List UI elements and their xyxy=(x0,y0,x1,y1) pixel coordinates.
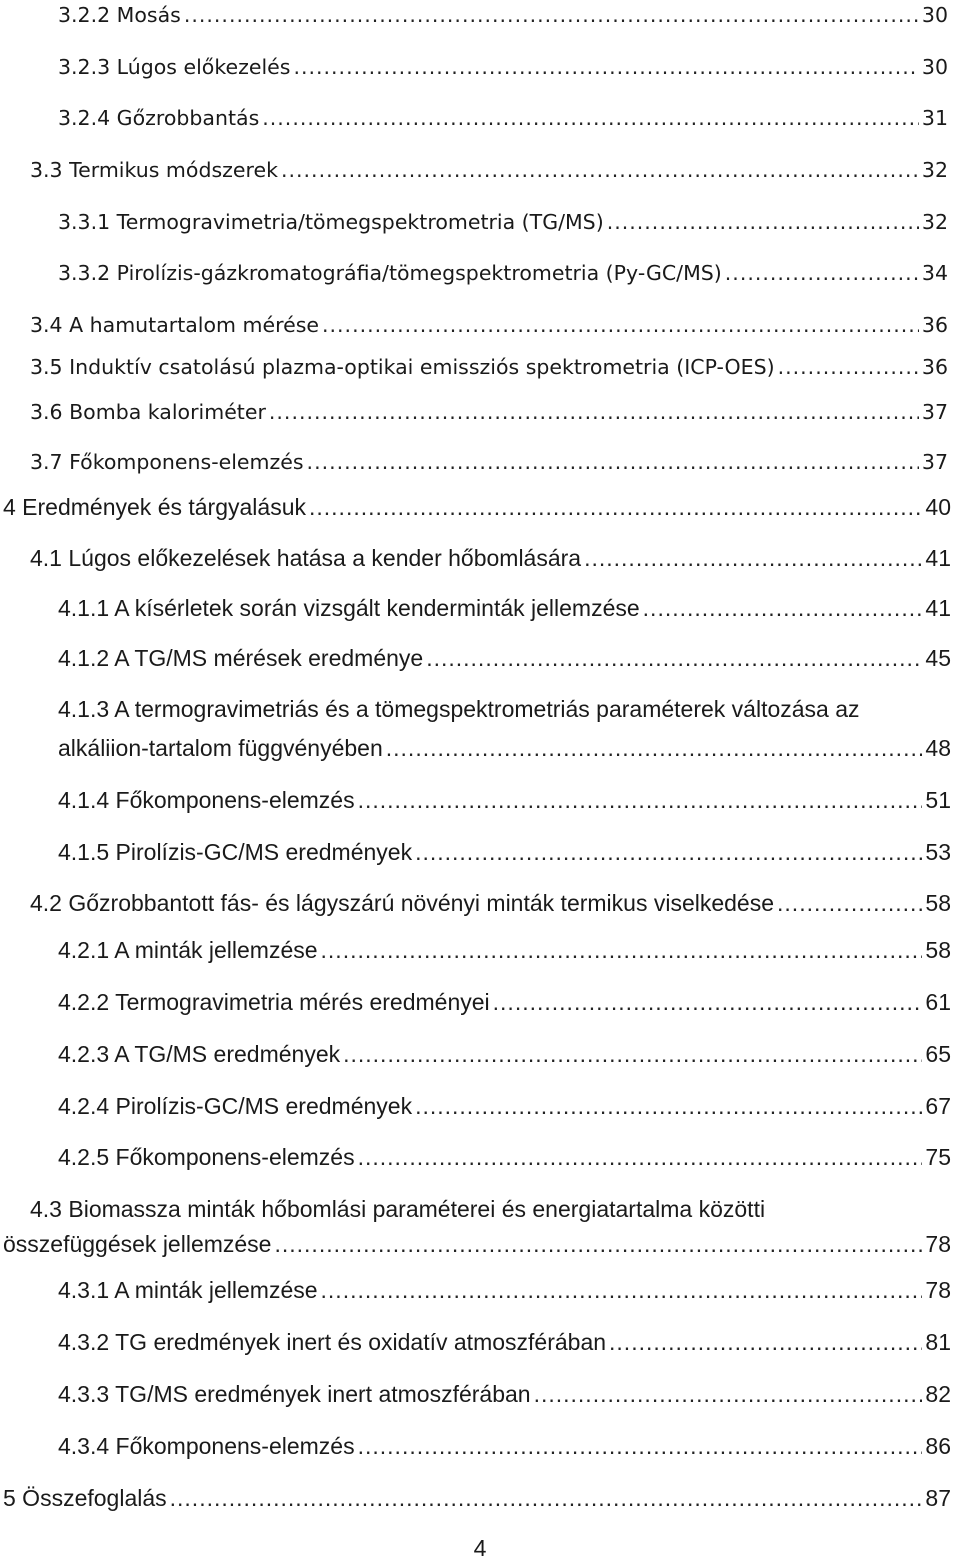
toc-entry[interactable] xyxy=(58,1142,951,1172)
page-number: 4 xyxy=(473,1535,487,1561)
toc-entry[interactable] xyxy=(58,103,948,133)
toc-entry-label: 4.3.1 A minták jellemzése xyxy=(58,1277,318,1303)
toc-entry-label: 4.1.1 A kísérletek során vizsgált kenderminták jellemzése xyxy=(58,595,640,621)
toc-entry-page: 58 xyxy=(925,937,951,963)
toc-entry-page: 37 xyxy=(921,400,948,424)
toc-entry-label: 4.1.4 Főkomponens-elemzés xyxy=(58,787,355,813)
dot-leader xyxy=(777,888,922,918)
dot-leader xyxy=(358,1431,923,1461)
toc-entry-label: 4.2.4 Pirolízis-GC/MS eredmények xyxy=(58,1093,413,1119)
toc-entry[interactable] xyxy=(30,352,948,382)
toc-entry-page: 41 xyxy=(925,545,951,571)
dot-leader xyxy=(281,155,919,185)
toc-entry[interactable] xyxy=(30,888,951,918)
toc-entry-label: alkáliion-tartalom függvényében xyxy=(58,735,383,761)
toc-entry-page: 36 xyxy=(921,355,948,379)
toc-entry[interactable] xyxy=(30,397,948,427)
dot-leader xyxy=(343,1039,922,1069)
dot-leader xyxy=(426,643,922,673)
dot-leader xyxy=(386,733,923,763)
toc-entry-page: 86 xyxy=(925,1433,951,1459)
dot-leader xyxy=(358,785,923,815)
toc-entry-page: 37 xyxy=(921,450,948,474)
toc-entry-label: 3.3.1 Termogravimetria/tömegspektrometria (TG/MS) xyxy=(58,210,604,234)
toc-entry-label: 4.3.2 TG eredmények inert és oxidatív atmoszférában xyxy=(58,1329,607,1355)
dot-leader xyxy=(607,207,919,237)
toc-entry-label: 3.3 Termikus módszerek xyxy=(30,158,278,182)
toc-entry-page: 53 xyxy=(925,839,951,865)
toc-entry-page: 67 xyxy=(925,1093,951,1119)
toc-entry-page: 40 xyxy=(925,494,951,520)
toc-entry-label: 5 Összefoglalás xyxy=(3,1485,167,1511)
toc-entry[interactable] xyxy=(58,593,951,623)
toc-entry-page: 45 xyxy=(925,645,951,671)
toc-entry-page: 51 xyxy=(925,787,951,813)
toc-entry-first-line[interactable]: 4.3 Biomassza minták hőbomlási paraméterei és energiatartalma közötti xyxy=(30,1196,766,1222)
toc-entry-label: 4 Eredmények és tárgyalásuk xyxy=(3,494,306,520)
dot-leader xyxy=(321,935,923,965)
toc-entry-page: 65 xyxy=(925,1041,951,1067)
toc-entry[interactable] xyxy=(58,1091,951,1121)
toc-entry[interactable] xyxy=(30,310,948,340)
toc-entry-page: 31 xyxy=(921,106,948,130)
dot-leader xyxy=(184,0,919,30)
toc-entry-page: 78 xyxy=(925,1231,951,1257)
toc-entry-label: 3.3.2 Pirolízis-gázkromatográfia/tömegspektrometria (Py-GC/MS) xyxy=(58,261,722,285)
toc-entry[interactable] xyxy=(58,837,951,867)
toc-entry[interactable] xyxy=(58,935,951,965)
toc-entry[interactable] xyxy=(58,1327,951,1357)
toc-entry-label: 3.7 Főkomponens-elemzés xyxy=(30,450,304,474)
toc-entry-label: 4.2.3 A TG/MS eredmények xyxy=(58,1041,341,1067)
toc-entry[interactable] xyxy=(30,447,948,477)
toc-entry-page: 58 xyxy=(925,890,951,916)
dot-leader xyxy=(269,397,919,427)
toc-entry-page: 41 xyxy=(925,595,951,621)
toc-entry-page: 34 xyxy=(921,261,948,285)
dot-leader xyxy=(609,1327,922,1357)
toc-entry-page: 82 xyxy=(925,1381,951,1407)
toc-entry[interactable] xyxy=(58,258,948,288)
toc-entry-label: 3.4 A hamutartalom mérése xyxy=(30,313,319,337)
toc-entry[interactable] xyxy=(58,1275,951,1305)
toc-entry-page: 61 xyxy=(925,989,951,1015)
toc-entry[interactable] xyxy=(58,52,948,82)
toc-entry-page: 78 xyxy=(925,1277,951,1303)
toc-entry-label: 4.2.1 A minták jellemzése xyxy=(58,937,318,963)
toc-entry[interactable] xyxy=(3,1483,951,1513)
dot-leader xyxy=(262,103,919,133)
toc-entry-first-line[interactable]: 4.1.3 A termogravimetriás és a tömegspektrometriás paraméterek változása az xyxy=(58,696,860,722)
toc-entry[interactable] xyxy=(58,1431,951,1461)
toc-entry-page: 81 xyxy=(925,1329,951,1355)
toc-entry-label: 4.1 Lúgos előkezelések hatása a kender hőbomlására xyxy=(30,545,582,571)
toc-entry-label: összefüggések jellemzése xyxy=(3,1231,272,1257)
toc-entry-page: 75 xyxy=(925,1144,951,1170)
toc-entry-label: 4.3.4 Főkomponens-elemzés xyxy=(58,1433,355,1459)
dot-leader xyxy=(725,258,919,288)
dot-leader xyxy=(493,987,923,1017)
toc-entry[interactable] xyxy=(58,1039,951,1069)
toc-entry-label: 4.1.2 A TG/MS mérések eredménye xyxy=(58,645,424,671)
toc-entry-page: 32 xyxy=(921,158,948,182)
toc-entry-label: 3.5 Induktív csatolású plazma-optikai emissziós spektrometria (ICP-OES) xyxy=(30,355,775,379)
dot-leader xyxy=(358,1142,923,1172)
toc-entry-label: 4.2.5 Főkomponens-elemzés xyxy=(58,1144,355,1170)
toc-entry[interactable] xyxy=(58,987,951,1017)
toc-entry[interactable] xyxy=(58,643,951,673)
toc-entry-label: 3.2.2 Mosás xyxy=(58,3,181,27)
toc-entry-page: 32 xyxy=(921,210,948,234)
toc-entry-page: 30 xyxy=(921,55,948,79)
dot-leader xyxy=(643,593,923,623)
toc-entry-label: 4.2.2 Termogravimetria mérés eredményei xyxy=(58,989,490,1015)
toc-entry[interactable] xyxy=(30,543,951,573)
toc-entry[interactable] xyxy=(58,733,951,763)
toc-entry[interactable] xyxy=(3,492,951,522)
dot-leader xyxy=(415,1091,922,1121)
dot-leader xyxy=(415,837,922,867)
toc-entry[interactable] xyxy=(58,1379,951,1409)
dot-leader xyxy=(534,1379,923,1409)
toc-entry-label: 4.1.5 Pirolízis-GC/MS eredmények xyxy=(58,839,413,865)
dot-leader xyxy=(274,1229,922,1259)
dot-leader xyxy=(321,1275,923,1305)
toc-entry-label: 3.6 Bomba kaloriméter xyxy=(30,400,266,424)
toc-entry[interactable] xyxy=(58,785,951,815)
toc-entry[interactable] xyxy=(58,207,948,237)
toc-entry-page: 30 xyxy=(921,3,948,27)
dot-leader xyxy=(778,352,919,382)
toc-entry-page: 48 xyxy=(925,735,951,761)
dot-leader xyxy=(307,447,919,477)
toc-entry-page: 36 xyxy=(921,313,948,337)
dot-leader xyxy=(293,52,918,82)
toc-entry-page: 87 xyxy=(925,1485,951,1511)
dot-leader xyxy=(584,543,922,573)
dot-leader xyxy=(170,1483,923,1513)
dot-leader xyxy=(322,310,919,340)
toc-entry[interactable] xyxy=(3,1229,951,1259)
toc-entry-label: 4.2 Gőzrobbantott fás- és lágyszárú növényi minták termikus viselkedése xyxy=(30,890,775,916)
toc-entry-label: 3.2.3 Lúgos előkezelés xyxy=(58,55,291,79)
toc-entry[interactable] xyxy=(58,0,948,30)
dot-leader xyxy=(309,492,922,522)
toc-entry-label: 4.3.3 TG/MS eredmények inert atmoszférában xyxy=(58,1381,531,1407)
toc-entry-label: 3.2.4 Gőzrobbantás xyxy=(58,106,260,130)
toc-entry[interactable] xyxy=(30,155,948,185)
